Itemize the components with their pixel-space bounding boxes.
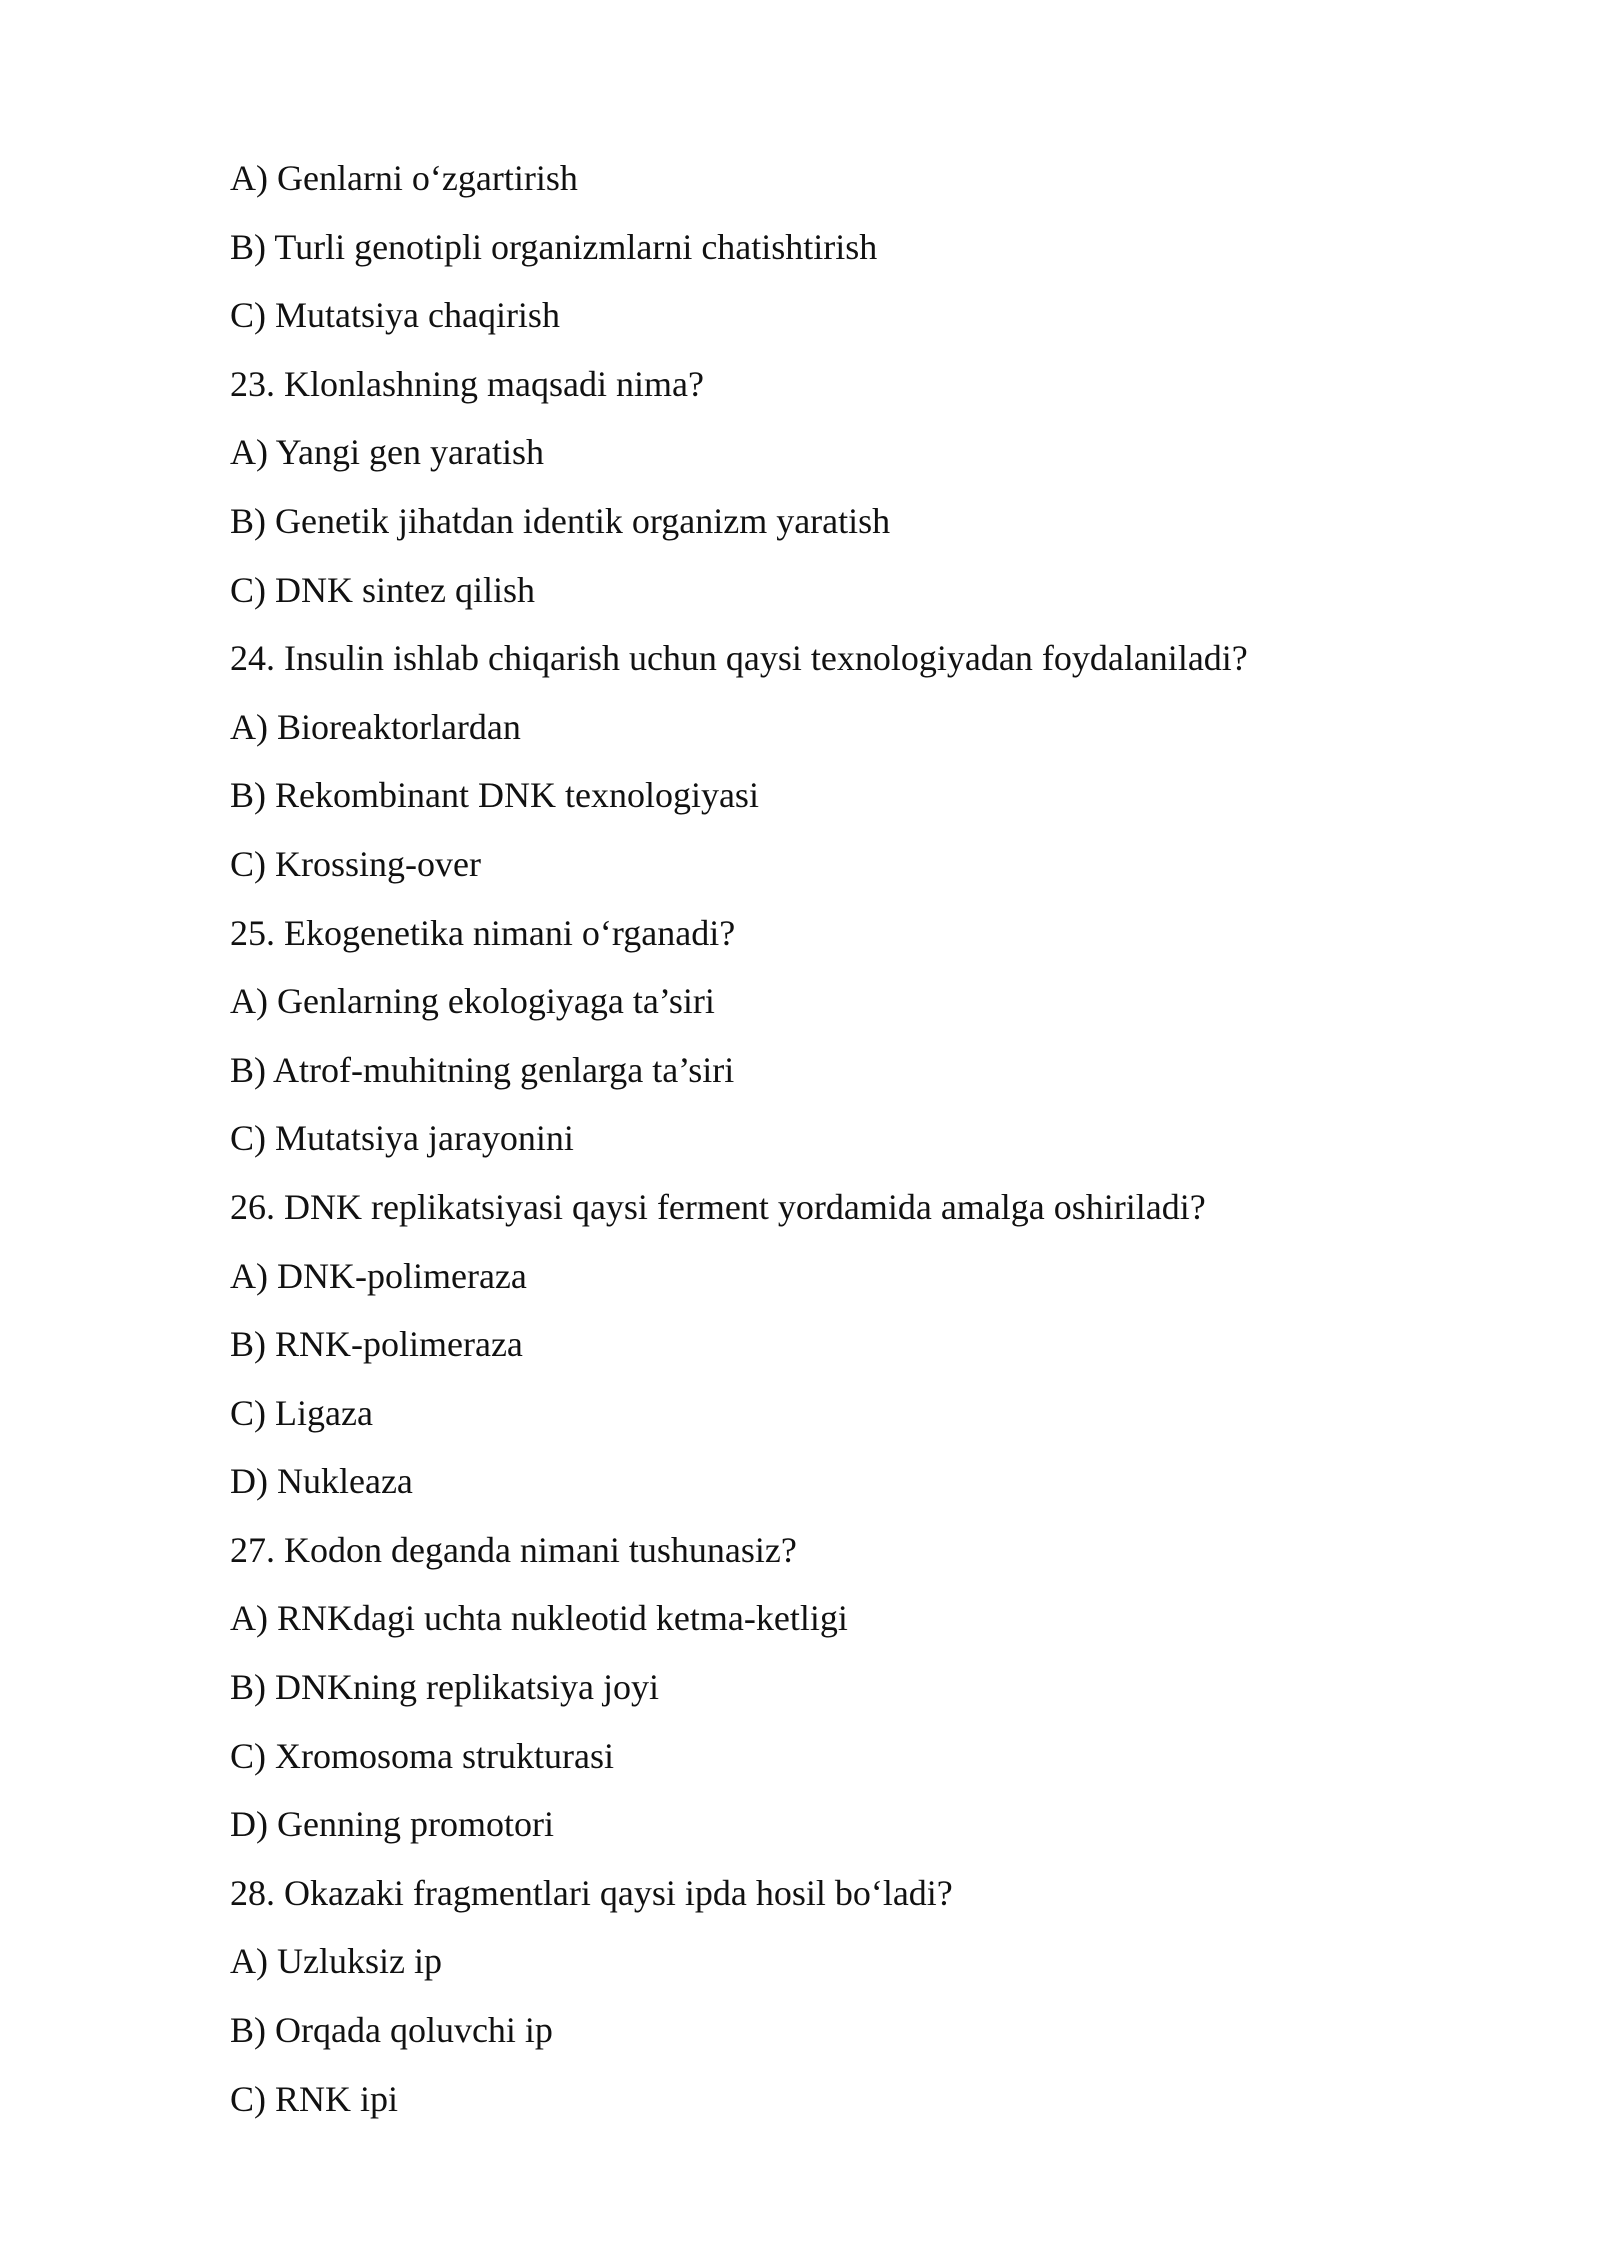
question-23: 23. Klonlashning maqsadi nima?: [230, 363, 704, 404]
answer-option: A) Genlarni o‘zgartirish: [230, 158, 578, 198]
answer-option: C) Mutatsiya chaqirish: [230, 295, 560, 336]
answer-option: A) DNK-polimeraza: [230, 1255, 527, 1296]
answer-option: B) Genetik jihatdan identik organizm yaratish: [230, 500, 891, 541]
answer-option: B) Turli genotipli organizmlarni chatishtirish: [230, 226, 878, 267]
question-28: 28. Okazaki fragmentlari qaysi ipda hosil bo‘ladi?: [230, 1872, 953, 1913]
answer-option: B) Atrof-muhitning genlarga ta’siri: [230, 1049, 735, 1090]
answer-option: D) Nukleaza: [230, 1461, 413, 1502]
question-list: [230, 144, 1460, 2133]
answer-option: B) Orqada qoluvchi ip: [230, 2010, 553, 2051]
question-26: 26. DNK replikatsiyasi qaysi ferment yordamida amalga oshiriladi?: [230, 1186, 1206, 1227]
answer-option: C) Mutatsiya jarayonini: [230, 1118, 574, 1159]
answer-option: B) DNKning replikatsiya joyi: [230, 1667, 659, 1708]
answer-option: A) RNKdagi uchta nukleotid ketma-ketligi: [230, 1598, 848, 1639]
answer-option: B) Rekombinant DNK texnologiyasi: [230, 775, 759, 816]
answer-option: A) Uzluksiz ip: [230, 1941, 442, 1982]
answer-option: C) Xromosoma strukturasi: [230, 1735, 614, 1776]
question-25: 25. Ekogenetika nimani o‘rganadi?: [230, 912, 736, 953]
question-27: 27. Kodon deganda nimani tushunasiz?: [230, 1529, 797, 1570]
answer-option: C) Ligaza: [230, 1392, 373, 1433]
answer-option: C) DNK sintez qilish: [230, 569, 535, 610]
answer-option: A) Bioreaktorlardan: [230, 706, 521, 747]
question-24: 24. Insulin ishlab chiqarish uchun qaysi texnologiyadan foydalaniladi?: [230, 638, 1248, 679]
answer-option: B) RNK-polimeraza: [230, 1324, 523, 1365]
answer-option: C) Krossing-over: [230, 843, 481, 884]
answer-option: A) Yangi gen yaratish: [230, 432, 544, 473]
answer-option: D) Genning promotori: [230, 1804, 554, 1845]
answer-option: A) Genlarning ekologiyaga ta’siri: [230, 981, 715, 1022]
answer-option: C) RNK ipi: [230, 2078, 399, 2119]
